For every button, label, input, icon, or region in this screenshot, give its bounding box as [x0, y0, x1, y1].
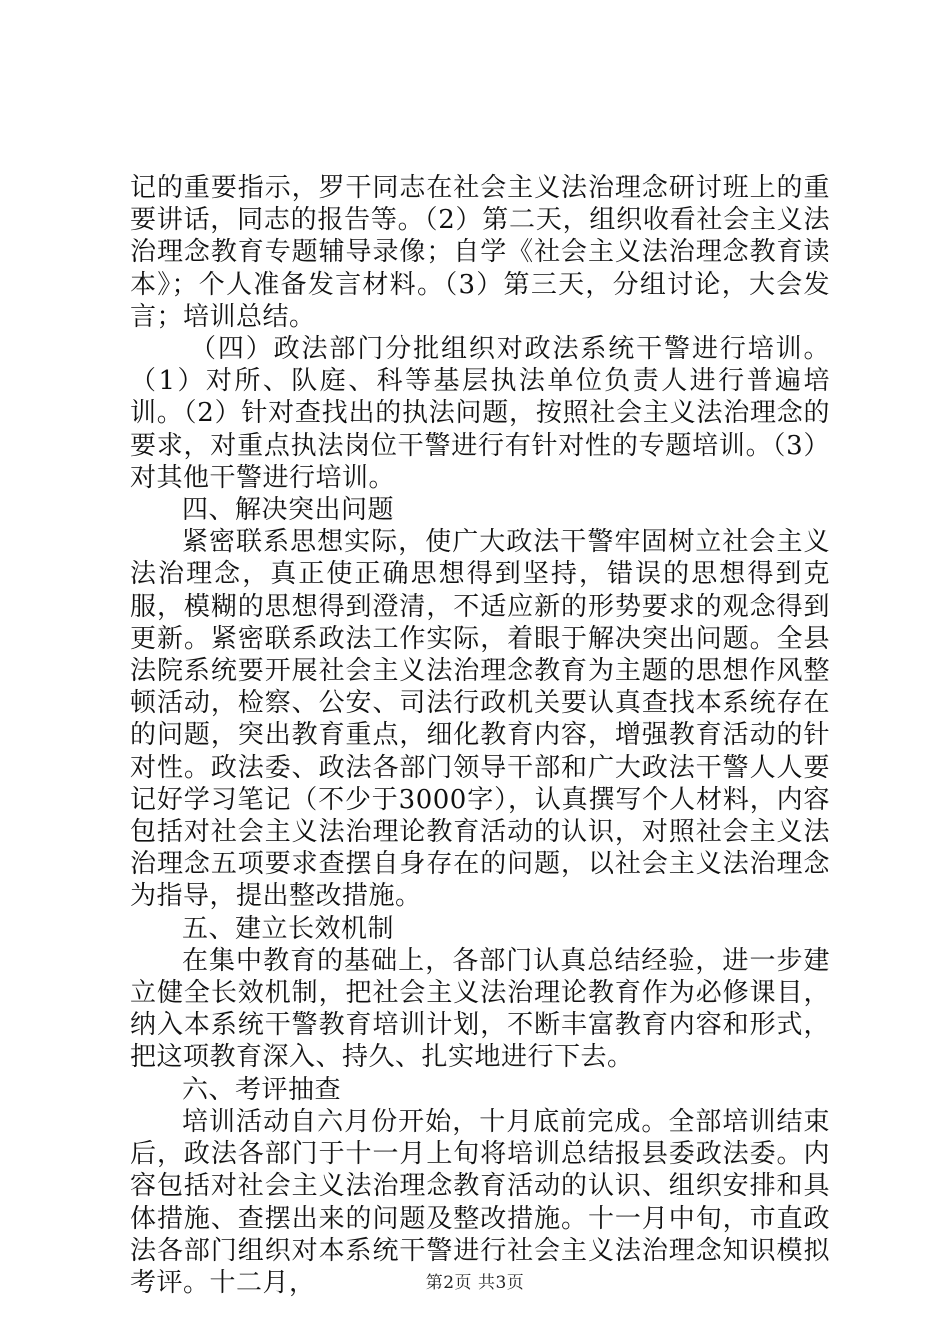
document-body: [130, 172, 830, 1299]
section-heading-5: 五、建立长效机制: [182, 913, 395, 944]
paragraph-training-section-4: （四）政法部门分批组织对政法系统干警进行培训。（1）对所、队庭、科等基层执法单位负责人进行普遍培训。（2）针对查找出的执法问题，按照社会主义法治理念的要求，对重点执法岗位干警进行有针对性的专题培训。（3）对其他干警进行培训。: [130, 334, 830, 493]
page-footer: 第2页 共3页: [425, 1273, 525, 1293]
paragraph-continuation: 记的重要指示，罗干同志在社会主义法治理念研讨班上的重要讲话，同志的报告等。（2）第二天，组织收看社会主义法治理念教育专题辅导录像；自学《社会主义法治理念教育读本》；个人准备发言材料。（3）第三天，分组讨论，大会发言；培训总结。: [130, 173, 830, 332]
section-heading-4: 四、解决突出问题: [182, 495, 395, 526]
section-heading-6: 六、考评抽查: [182, 1074, 342, 1105]
paragraph-evaluation: 培训活动自六月份开始，十月底前完成。全部培训结束后，政法各部门于十一月上旬将培训总结报县委政法委。内容包括对社会主义法治理念教育活动的认识、组织安排和具体措施、查摆出来的问题及整改措施。十一月中旬，市直政法各部门组织对本系统干警进行社会主义法治理念知识模拟考评。十二月，: [130, 1106, 830, 1298]
paragraph-long-term-mechanism: 在集中教育的基础上，各部门认真总结经验，进一步建立健全长效机制，把社会主义法治理论教育作为必修课目，纳入本系统干警教育培训计划，不断丰富教育内容和形式，把这项教育深入、持久、扎实地进行下去。: [130, 945, 830, 1073]
paragraph-solve-problems: 紧密联系思想实际，使广大政法干警牢固树立社会主义法治理念，真正使正确思想得到坚持，错误的思想得到克服，模糊的思想得到澄清，不适应新的形势要求的观念得到更新。紧密联系政法工作实际，着眼于解决突出问题。全县法院系统要开展社会主义法治理念教育为主题的思想作风整顿活动，检察、公安、司法行政机关要认真查找本系统存在的问题，突出教育重点，细化教育内容，增强教育活动的针对性。政法委、政法各部门领导干部和广大政法干警人人要记好学习笔记（不少于3000字），认真撰写个人材料，内容包括对社会主义法治理论教育活动的认识，对照社会主义法治理念五项要求查摆自身存在的问题，以社会主义法治理念为指导，提出整改措施。: [130, 527, 830, 912]
